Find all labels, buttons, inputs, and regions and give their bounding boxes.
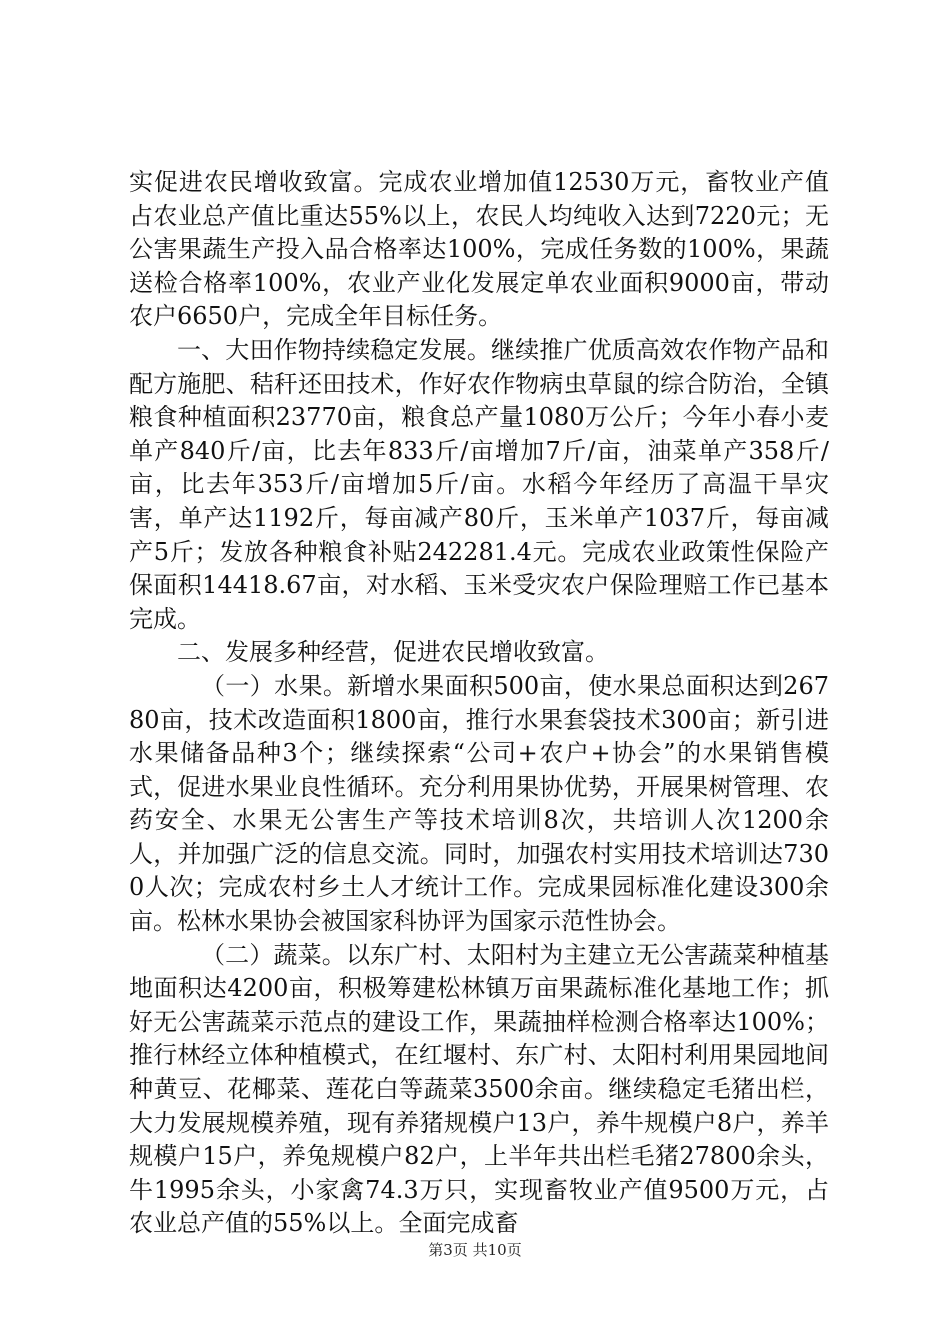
- paragraph-fruit: （一）水果。新增水果面积500亩，使水果总面积达到26780亩，技术改造面积1800亩，推行水果套袋技术300亩；新引进水果储备品种3个；继续探索“公司+农户+协会”的水果销售模式，促进水果业良性循环。充分利用果协优势，开展果树管理、农药安全、水果无公害生产等技术培训8次，共培训人次1200余人，并加强广泛的信息交流。同时，加强农村实用技术培训达7300人次；完成农村乡土人才统计工作。完成果园标准化建设300余亩。松林水果协会被国家科协评为国家示范性协会。: [129, 671, 829, 936]
- page-number-footer: 第3页 共10页: [428, 1241, 522, 1259]
- paragraph-vegetables: （二）蔬菜。以东广村、太阳村为主建立无公害蔬菜种植基地面积达4200亩，积极筹建松林镇万亩果蔬标准化基地工作；抓好无公害蔬菜示范点的建设工作，果蔬抽样检测合格率达100%；推行林经立体种植模式，在红堰村、东广村、太阳村利用果园地间种黄豆、花椰菜、莲花白等蔬菜3500余亩。继续稳定毛猪出栏，大力发展规模养殖，现有养猪规模户13户，养牛规模户8户，养羊规模户15户，养兔规模户82户，上半年共出栏毛猪27800余头，牛1995余头，小家禽74.3万只，实现畜牧业产值9500万元，占农业总产值的55%以上。全面完成畜: [129, 940, 829, 1238]
- document-body: [129, 166, 829, 1241]
- paragraph-field-crops: 一、大田作物持续稳定发展。继续推广优质高效农作物产品和配方施肥、秸秆还田技术，作好农作物病虫草鼠的综合防治，全镇粮食种植面积23770亩，粮食总产量1080万公斤；今年小春小麦单产840斤/亩，比去年833斤/亩增加7斤/亩，油菜单产358斤/亩，比去年353斤/亩增加5斤/亩。水稻今年经历了高温干旱灾害，单产达1192斤，每亩减产80斤，玉米单产1037斤，每亩减产5斤；发放各种粮食补贴242281.4元。完成农业政策性保险产保面积14418.67亩，对水稻、玉米受灾农户保险理赔工作已基本完成。: [129, 335, 829, 633]
- paragraph-heading-diversified: 二、发展多种经营，促进农民增收致富。: [177, 638, 609, 667]
- paragraph-intro-continued: 实促进农民增收致富。完成农业增加值12530万元，畜牧业产值占农业总产值比重达55%以上，农民人均纯收入达到7220元；无公害果蔬生产投入品合格率达100%，完成任务数的100%，果蔬送检合格率100%，农业产业化发展定单农业面积9000亩，带动农户6650户，完成全年目标任务。: [129, 168, 829, 331]
